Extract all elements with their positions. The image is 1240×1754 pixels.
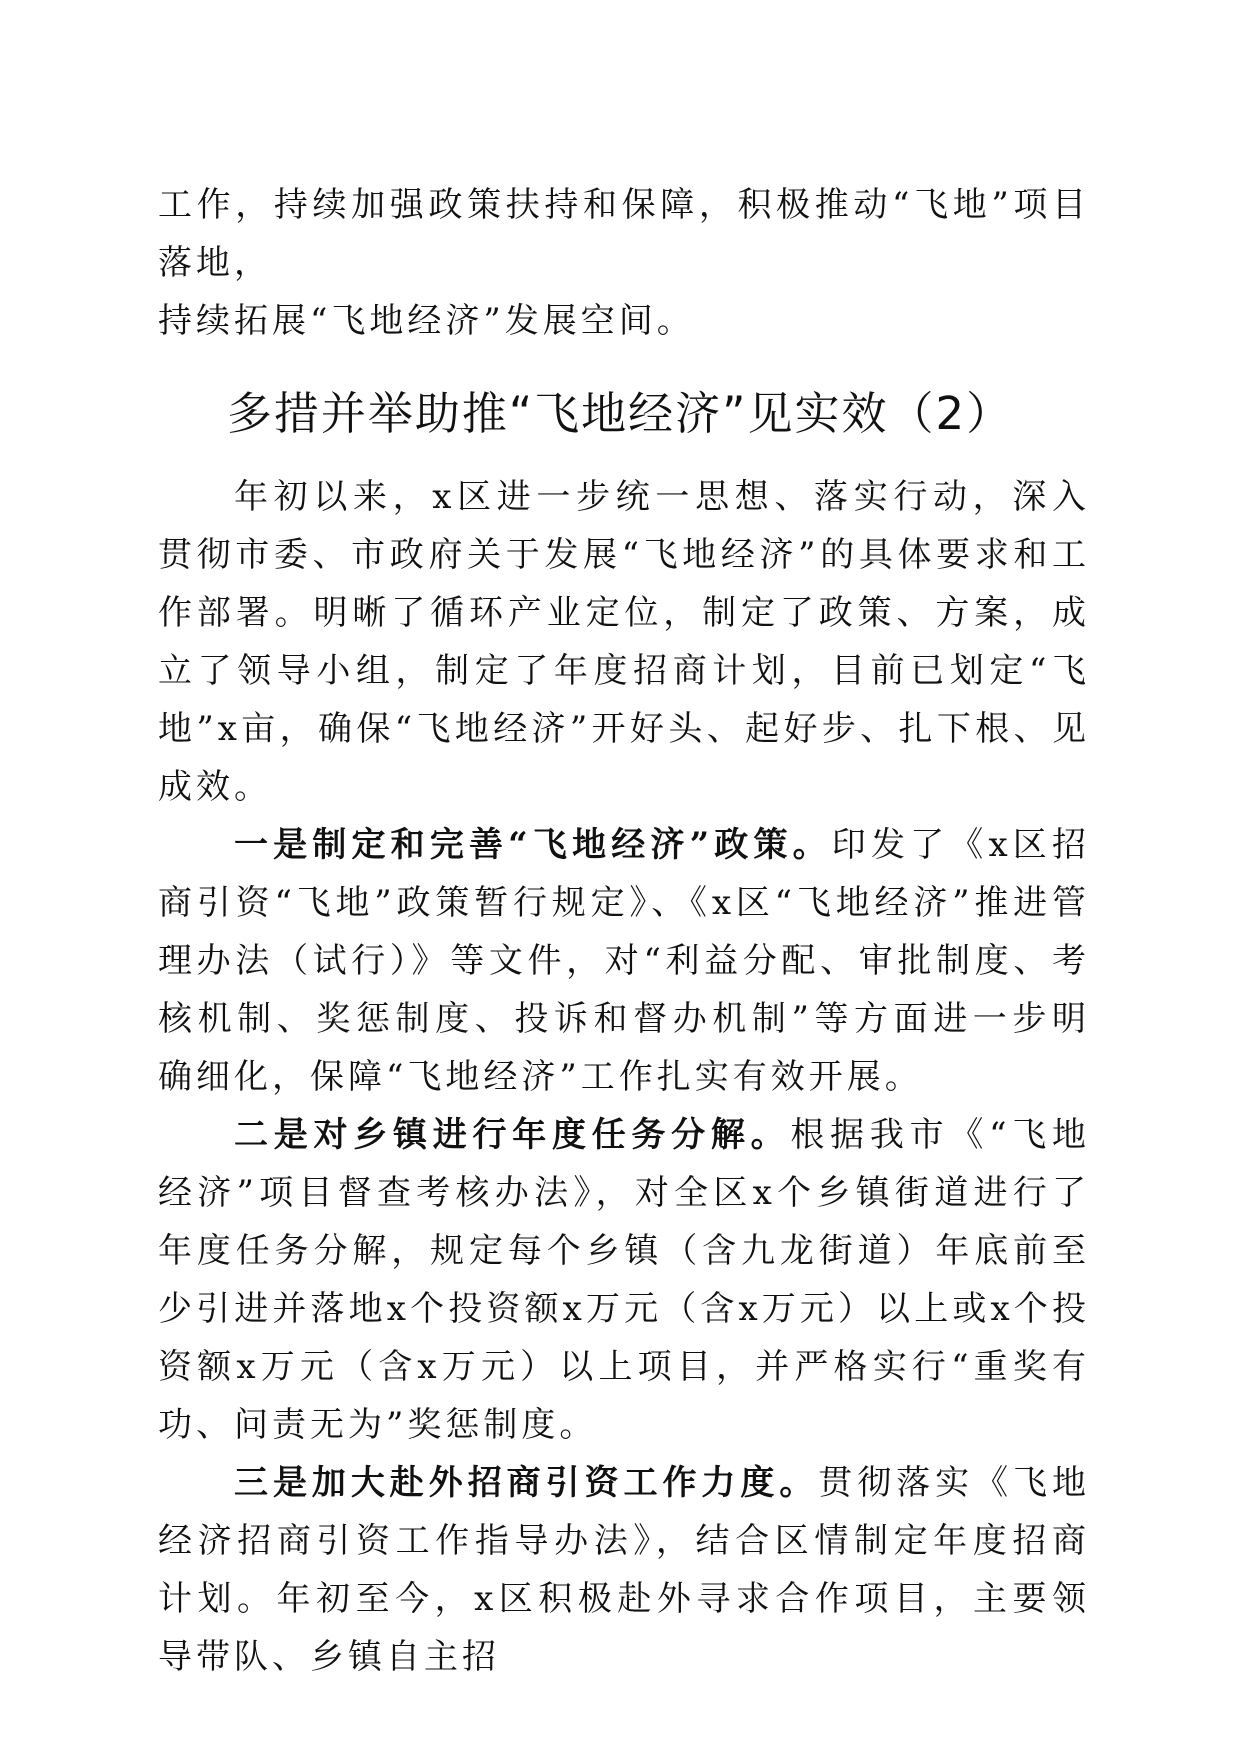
intro-line-2: 持续拓展“飞地经济”发展空间。 (158, 301, 695, 341)
intro-section (158, 176, 1090, 350)
body-paragraph-1 (158, 468, 1090, 816)
body-section (158, 468, 1090, 1686)
paragraph-text: 印发了《x区招商引资“飞地”政策暂行规定》、《x区“飞地经济”推进管理办法（试行）》等文件，对“利益分配、审批制度、考核机制、奖惩制度、投诉和督办机制”等方面进一步明确细化，保障“飞地经济”工作扎实有效开展。 (158, 825, 1090, 1097)
paragraph-text: 根据我市《“飞地经济”项目督查考核办法》，对全区x个乡镇街道进行了年度任务分解，规定每个乡镇（含九龙街道）年底前至少引进并落地x个投资额x万元（含x万元）以上或x个投资额x万元（含x万元）以上项目，并严格实行“重奖有功、问责无为”奖惩制度。 (158, 1115, 1090, 1445)
paragraph-lead: 一是制定和完善“飞地经济”政策。 (234, 825, 832, 865)
body-paragraph-2 (158, 816, 1090, 1106)
body-paragraph-4 (158, 1454, 1090, 1686)
paragraph-lead: 二是对乡镇进行年度任务分解。 (234, 1115, 791, 1155)
paragraph-text: 年初以来，x区进一步统一思想、落实行动，深入贯彻市委、市政府关于发展“飞地经济”的具体要求和工作部署。明晰了循环产业定位，制定了政策、方案，成立了领导小组，制定了年度招商计划，目前已划定“飞地”x亩，确保“飞地经济”开好头、起好步、扎下根、见成效。 (158, 477, 1090, 807)
intro-line-1: 工作，持续加强政策扶持和保障，积极推动“飞地”项目落地， (158, 185, 1090, 283)
paragraph-text: 贯彻落实《飞地经济招商引资工作指导办法》，结合区情制定年度招商计划。年初至今，x区积极赴外寻求合作项目，主要领导带队、乡镇自主招 (158, 1463, 1091, 1677)
paragraph-lead: 三是加大赴外招商引资工作力度。 (234, 1463, 819, 1503)
document-title: 多措并举助推“飞地经济”见实效（2） (226, 387, 1014, 440)
body-paragraph-3 (158, 1106, 1090, 1454)
